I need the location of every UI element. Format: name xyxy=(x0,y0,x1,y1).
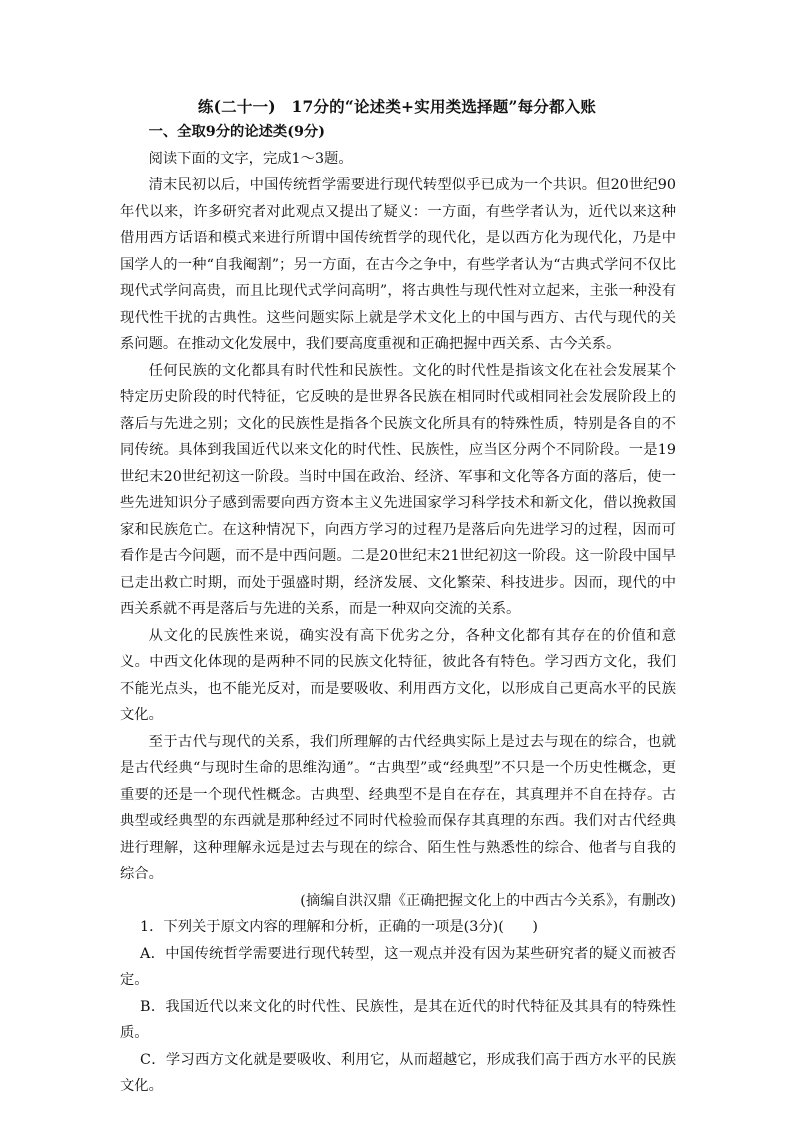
article-body xyxy=(120,119,676,1100)
question-1-option-b: B．我国近代以来文化的时代性、民族性，是其在近代的时代特征及其具有的特殊性质。 xyxy=(120,998,676,1041)
question-1-option-c: C．学习西方文化就是要吸收、利用它，从而超越它，形成我们高于西方水平的民族文化。 xyxy=(120,1051,676,1094)
instruction-text: 阅读下面的文字，完成1～3题。 xyxy=(148,150,353,167)
paragraph-4: 至于古代与现代的关系，我们所理解的古代经典实际上是过去与现在的综合，也就是古代经典“与现时生命的思维沟通”。“古典型”或“经典型”不只是一个历史性概念，更重要的还是一个现代性概念。古典型、经典型不是自在存在，其真理并不自在持存。古典型或经典型的东西就是那种经过不同时代检验而保存其真理的东西。我们对古代经典进行理解，这种理解永远是过去与现在的综合、陌生性与熟悉性的综合、他者与自我的综合。 xyxy=(120,733,676,882)
section-heading: 一、全取9分的论述类(9分) xyxy=(148,124,325,140)
paragraph-3: 从文化的民族性来说，确实没有高下优劣之分，各种文化都有其存在的价值和意义。中西文化体现的是两种不同的民族文化特征，彼此各有特色。学习西方文化，我们不能光点头，也不能光反对，而是要吸收、利用西方文化，以形成自己更高水平的民族文化。 xyxy=(120,627,676,723)
question-1-option-a: A．中国传统哲学需要进行现代转型，这一观点并没有因为某些研究者的疑义而被否定。 xyxy=(120,945,676,988)
paragraph-2: 任何民族的文化都具有时代性和民族性。文化的时代性是指该文化在社会发展某个特定历史阶段的时代特征，它反映的是世界各民族在相同时代或相同社会发展阶段上的落后与先进之别；文化的民族性是指各个民族文化所具有的特殊性质，特别是各自的不同传统。具体到我国近代以来文化的时代性、民族性，应当区分两个不同阶段。一是19世纪末20世纪初这一阶段。当时中国在政治、经济、军事和文化等各方面的落后，使一些先进知识分子感到需要向西方资本主义先进国家学习科学技术和新文化，借以挽救国家和民族危亡。在这种情况下，向西方学习的过程乃是落后向先进学习的过程，因而可看作是古今问题，而不是中西问题。二是20世纪末21世纪初这一阶段。这一阶段中国早已走出救亡时期，而处于强盛时期，经济发展、文化繁荣、科技进步。因而，现代的中西关系就不再是落后与先进的关系，而是一种双向交流的关系。 xyxy=(120,362,676,617)
question-1-stem: 1．下列关于原文内容的理解和分析，正确的一项是(3分)( ) xyxy=(140,919,538,935)
source-citation: (摘编自洪汉鼎《正确把握文化上的中西古今关系》，有删改) xyxy=(300,892,676,909)
paragraph-1: 清末民初以后，中国传统哲学需要进行现代转型似乎已成为一个共识。但20世纪90年代以来，许多研究者对此观点又提出了疑义：一方面，有些学者认为，近代以来这种借用西方话语和模式来进行所谓中国传统哲学的现代化，是以西方化为现代化，乃是中国学人的一种“自我阉割”；另一方面，在古今之争中，有些学者认为“古典式学问不仅比现代式学问高贵，而且比现代式学问高明”，将古典性与现代性对立起来，主张一种没有现代性干扰的古典性。这些问题实际上就是学术文化上的中国与西方、古代与现代的关系问题。在推动文化发展中，我们要高度重视和正确把握中西关系、古今关系。 xyxy=(120,177,676,352)
page-title: 练(二十一) 17分的“论述类+实用类选择题”每分都入账 xyxy=(197,97,597,116)
